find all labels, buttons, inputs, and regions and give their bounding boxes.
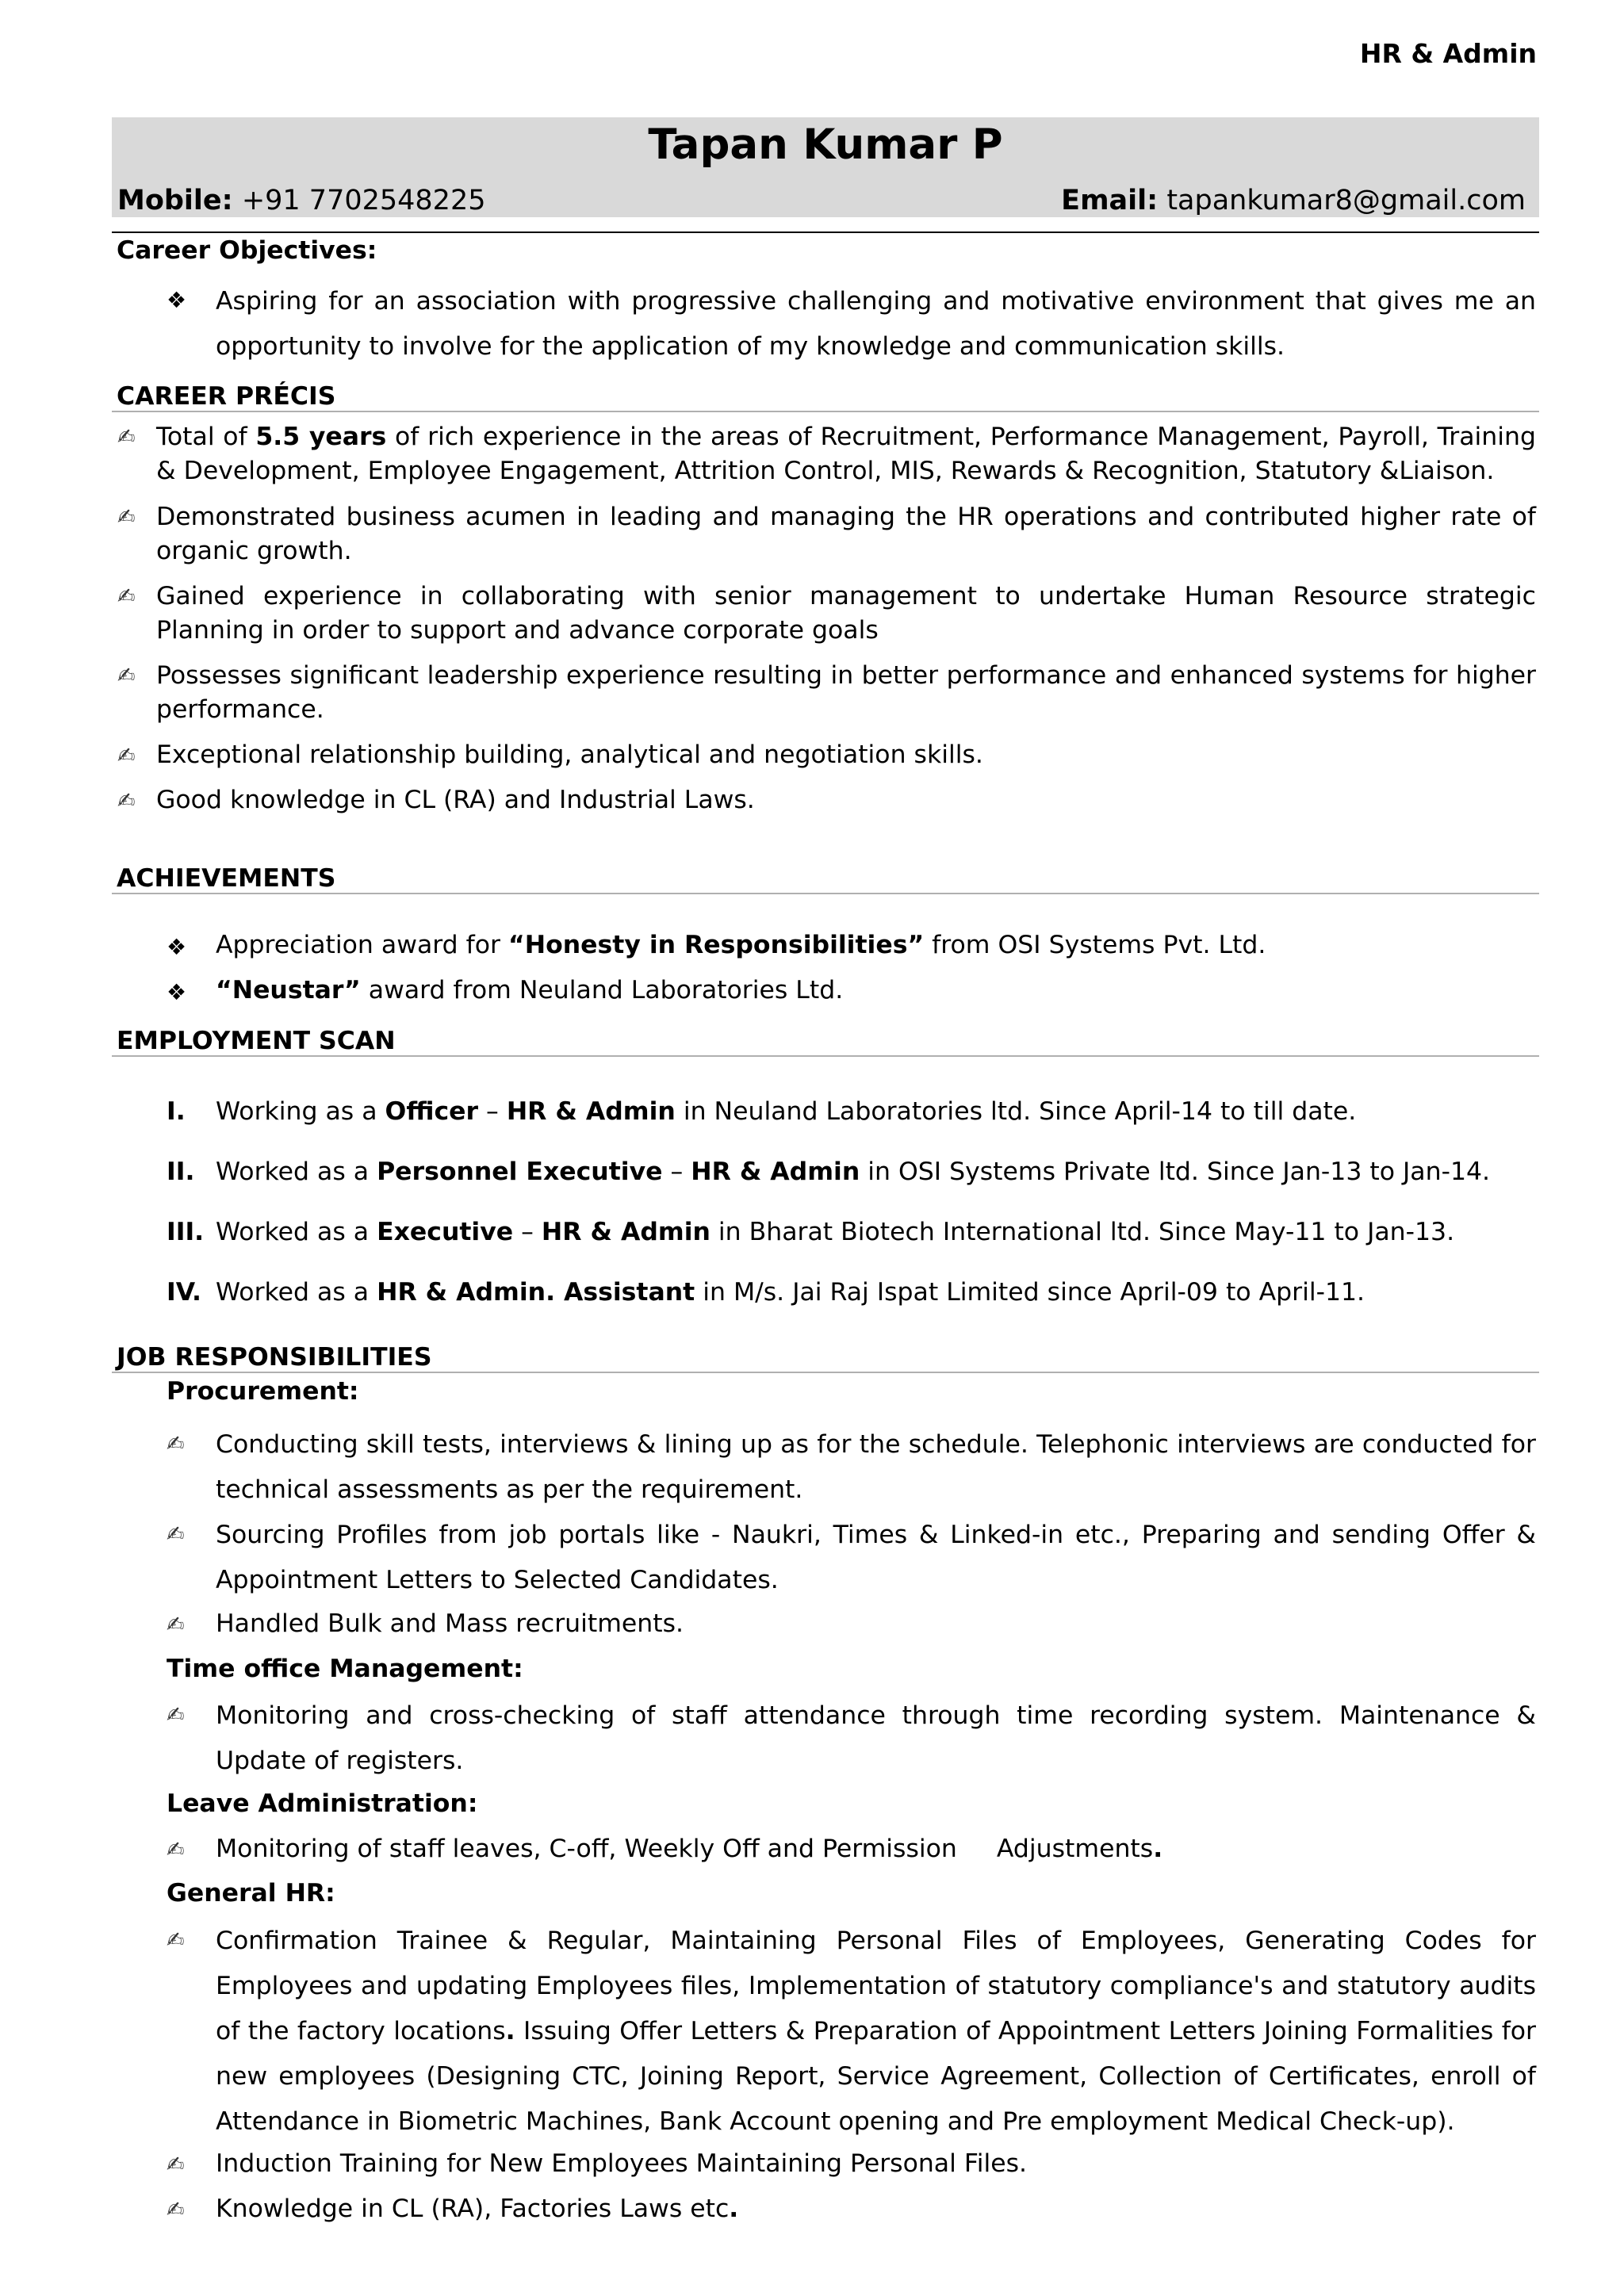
achievement-2-post: award from Neuland Laboratories Ltd. xyxy=(360,976,844,1004)
career-objectives-heading: Career Objectives: xyxy=(117,236,377,265)
precis-item-6: Good knowledge in CL (RA) and Industrial Laws. xyxy=(156,786,755,814)
header-divider xyxy=(112,232,1539,233)
employment-4-pre: Worked as a xyxy=(216,1278,377,1307)
employment-4-post: in M/s. Jai Raj Ispat Limited since April-09 to April-11. xyxy=(695,1278,1365,1307)
employment-1-dept: HR & Admin xyxy=(506,1097,676,1126)
diamond-bullet-icon: ❖ xyxy=(167,979,187,1005)
employment-3 xyxy=(216,1218,1454,1246)
leave-admin-item-1 xyxy=(216,1835,1162,1863)
hand-bullet-icon: ✍ xyxy=(167,1432,185,1456)
hand-bullet-icon: ✍ xyxy=(167,1703,185,1728)
achievement-2-open-quote: “ xyxy=(216,976,232,1004)
email-label: Email: xyxy=(1061,185,1159,216)
hand-bullet-icon: ✍ xyxy=(167,1522,185,1547)
time-office-item-1: Monitoring and cross-checking of staff attendance through time recording system. Maintenance & Update of registers. xyxy=(216,1701,1536,1775)
employment-1-dash: – xyxy=(478,1097,507,1126)
precis-item-1-pre: Total of xyxy=(156,423,256,451)
employment-1-number: I. xyxy=(167,1097,186,1126)
achievement-1-post: from OSI Systems Pvt. Ltd. xyxy=(924,931,1266,959)
general-hr-item-1-a: Confirmation Trainee & Regular, Maintaining Personal Files of Employees, Generating Codes for Employees and updating Employees files, Implementation of statutory compliance's and statutory audits of the factory locations xyxy=(216,1927,1536,2045)
general-hr-item-3-text: Knowledge in CL (RA), Factories Laws etc xyxy=(216,2195,730,2223)
general-hr-item-1-b: Issuing Offer Letters & Preparation of Appointment Letters Joining Formalities for new employees (Designing CTC, Joining Report, Service Agreement, Collection of Certificates, enroll of Attendance in Biometric Machines, Bank Account opening and Pre employment Medical Check-up). xyxy=(216,2017,1537,2136)
hand-bullet-icon: ✍ xyxy=(117,744,136,768)
employment-3-post: in Bharat Biotech International ltd. Since May-11 to Jan-13. xyxy=(710,1218,1455,1246)
employment-1-post: in Neuland Laboratories ltd. Since April-14 to till date. xyxy=(675,1097,1357,1126)
employment-3-pre: Worked as a xyxy=(216,1218,377,1246)
hand-bullet-icon: ✍ xyxy=(167,2198,185,2222)
employment-1 xyxy=(216,1097,1356,1126)
diamond-bullet-icon: ❖ xyxy=(167,934,187,960)
job-responsibilities-heading: JOB RESPONSIBILITIES xyxy=(117,1343,432,1372)
employment-2-dash: – xyxy=(662,1158,691,1186)
employment-3-dash: – xyxy=(513,1218,542,1246)
achievement-2-bold: Neustar xyxy=(232,976,345,1004)
job-responsibilities-rule xyxy=(112,1372,1539,1373)
employment-heading: EMPLOYMENT SCAN xyxy=(117,1027,396,1055)
career-precis-rule xyxy=(112,411,1539,412)
employment-1-role: Officer xyxy=(385,1097,479,1126)
achievement-2 xyxy=(216,976,843,1004)
header-band xyxy=(112,117,1539,217)
candidate-name: Tapan Kumar P xyxy=(648,121,1003,169)
general-hr-item-2: Induction Training for New Employees Maintaining Personal Files. xyxy=(216,2149,1028,2178)
leave-admin-item-1-dot: . xyxy=(1153,1835,1163,1863)
achievement-1 xyxy=(216,931,1266,959)
employment-2-number: II. xyxy=(167,1158,195,1186)
precis-item-1-post: of rich experience in the areas of Recruitment, Performance Management, Payroll, Training & Development, Employee Engagement, Attrition Control, MIS, Rewards & Recognition, Statutory &Liaison. xyxy=(156,423,1536,485)
general-hr-heading: General HR: xyxy=(167,1879,335,1908)
hand-bullet-icon: ✍ xyxy=(117,664,136,688)
hand-bullet-icon: ✍ xyxy=(117,584,136,609)
hand-bullet-icon: ✍ xyxy=(167,1838,185,1862)
employment-2-post: in OSI Systems Private ltd. Since Jan-13 to Jan-14. xyxy=(860,1158,1491,1186)
hand-bullet-icon: ✍ xyxy=(117,789,136,813)
email-value: tapankumar8@gmail.com xyxy=(1166,185,1526,216)
hand-bullet-icon: ✍ xyxy=(167,1613,185,1637)
precis-item-2: Demonstrated business acumen in leading and managing the HR operations and contributed higher rate of organic growth. xyxy=(156,503,1536,565)
employment-1-pre: Working as a xyxy=(216,1097,385,1126)
leave-admin-item-1-text: Monitoring of staff leaves, C-off, Weekly Off and Permission Adjustments xyxy=(216,1835,1154,1863)
general-hr-item-3-dot: . xyxy=(729,2195,739,2223)
hand-bullet-icon: ✍ xyxy=(167,2152,185,2177)
procurement-item-1: Conducting skill tests, interviews & lining up as for the schedule. Telephonic interviews are conducted for technical assessments as per the requirement. xyxy=(216,1430,1536,1504)
achievement-1-bold: Honesty in Responsibilities xyxy=(524,931,908,959)
diamond-bullet-icon: ❖ xyxy=(167,287,187,313)
employment-4-role: HR & Admin. Assistant xyxy=(377,1278,695,1307)
employment-3-dept: HR & Admin xyxy=(541,1218,710,1246)
achievement-1-close-quote: ” xyxy=(907,931,925,959)
leave-admin-heading: Leave Administration: xyxy=(167,1789,478,1818)
employment-2 xyxy=(216,1158,1490,1186)
employment-2-pre: Worked as a xyxy=(216,1158,377,1186)
precis-item-1-bold: 5.5 years xyxy=(255,423,387,451)
employment-2-dept: HR & Admin xyxy=(691,1158,860,1186)
achievements-rule xyxy=(112,893,1539,894)
hand-bullet-icon: ✍ xyxy=(117,425,136,450)
career-objective-text: Aspiring for an association with progressive challenging and motivative environment that gives me an opportunity to involve for the application of my knowledge and communication skills. xyxy=(216,287,1536,361)
mobile-line xyxy=(117,185,485,216)
employment-4-number: IV. xyxy=(167,1278,202,1307)
employment-3-number: III. xyxy=(167,1218,205,1246)
employment-rule xyxy=(112,1055,1539,1057)
mobile-value: +91 7702548225 xyxy=(241,185,486,216)
employment-2-role: Personnel Executive xyxy=(377,1158,663,1186)
achievement-2-close-quote: ” xyxy=(344,976,361,1004)
achievement-1-open-quote: “ xyxy=(508,931,525,959)
achievements-heading: ACHIEVEMENTS xyxy=(117,864,336,893)
achievement-1-pre: Appreciation award for xyxy=(216,931,509,959)
hand-bullet-icon: ✍ xyxy=(117,505,136,530)
procurement-item-2: Sourcing Profiles from job portals like - Naukri, Times & Linked-in etc., Preparing and sending Offer & Appointment Letters to Selected Candidates. xyxy=(216,1521,1536,1594)
hand-bullet-icon: ✍ xyxy=(167,1928,185,1953)
procurement-heading: Procurement: xyxy=(167,1377,359,1406)
employment-3-role: Executive xyxy=(377,1218,514,1246)
top-tag: HR & Admin xyxy=(1359,38,1537,69)
general-hr-item-3 xyxy=(216,2195,738,2223)
career-precis-heading: CAREER PRÉCIS xyxy=(117,382,336,411)
precis-item-5: Exceptional relationship building, analytical and negotiation skills. xyxy=(156,740,983,769)
employment-4 xyxy=(216,1278,1365,1307)
procurement-item-3: Handled Bulk and Mass recruitments. xyxy=(216,1609,684,1638)
precis-item-3: Gained experience in collaborating with senior management to undertake Human Resource strategic Planning in order to support and advance corporate goals xyxy=(156,582,1536,645)
precis-item-1 xyxy=(156,420,1536,488)
general-hr-item-1 xyxy=(216,1919,1536,2145)
time-office-heading: Time office Management: xyxy=(167,1655,523,1683)
precis-item-4: Possesses significant leadership experience resulting in better performance and enhanced systems for higher performance. xyxy=(156,661,1536,724)
mobile-label: Mobile: xyxy=(117,185,233,216)
general-hr-item-1-dot: . xyxy=(505,2017,515,2045)
email-line xyxy=(1061,185,1526,216)
